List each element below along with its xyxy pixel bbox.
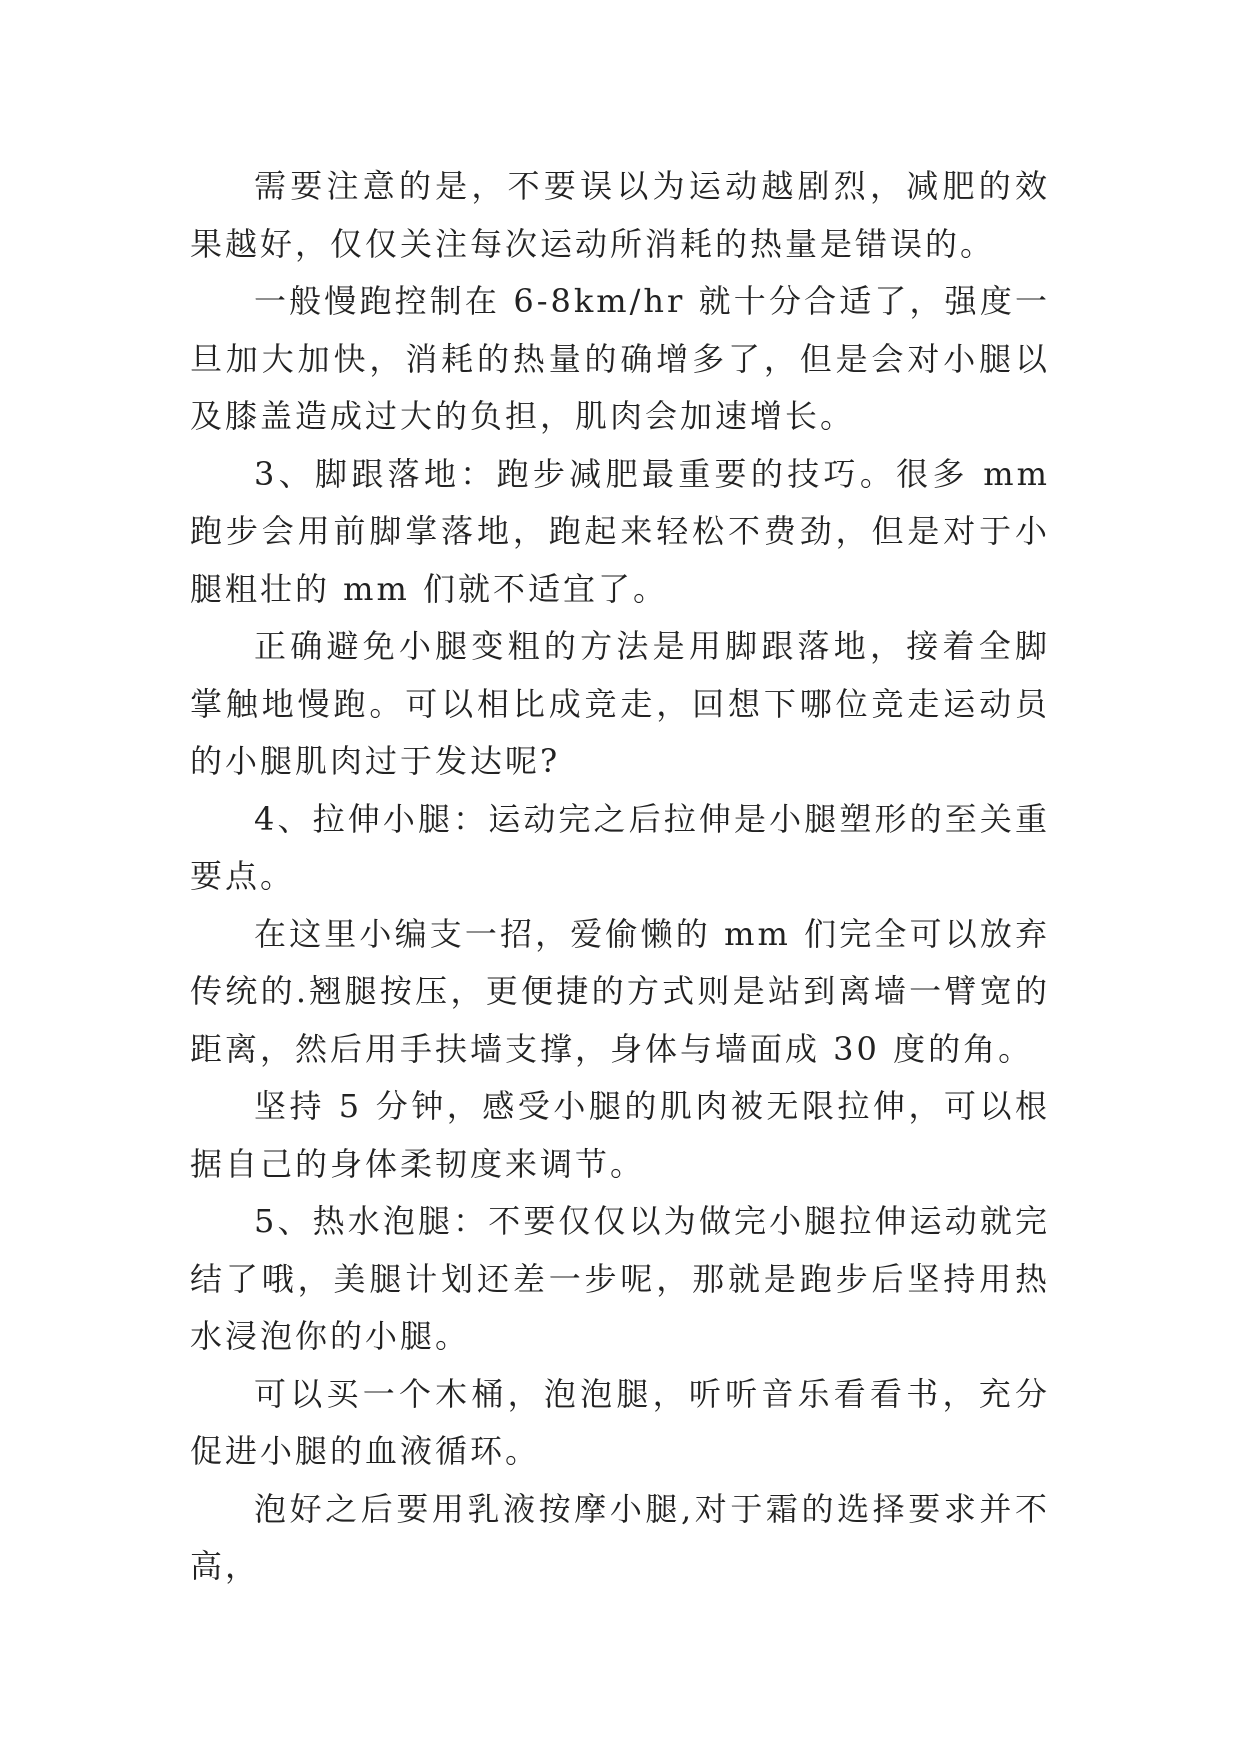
paragraph: 坚持 5 分钟，感受小腿的肌肉被无限拉伸，可以根据自己的身体柔韧度来调节。 bbox=[190, 1087, 1050, 1183]
paragraph: 需要注意的是，不要误以为运动越剧烈，减肥的效果越好，仅仅关注每次运动所消耗的热量是错误的。 bbox=[190, 167, 1050, 263]
paragraph: 4、拉伸小腿：运动完之后拉伸是小腿塑形的至关重要点。 bbox=[190, 799, 1050, 895]
paragraph: 一般慢跑控制在 6-8km/hr 就十分合适了，强度一旦加大加快，消耗的热量的确增多了，但是会对小腿以及膝盖造成过大的负担，肌肉会加速增长。 bbox=[190, 282, 1050, 435]
paragraph: 3、脚跟落地：跑步减肥最重要的技巧。很多 mm 跑步会用前脚掌落地，跑起来轻松不费劲，但是对于小腿粗壮的 mm 们就不适宜了。 bbox=[190, 454, 1050, 608]
paragraph: 可以买一个木桶，泡泡腿，听听音乐看看书，充分促进小腿的血液循环。 bbox=[190, 1374, 1050, 1470]
paragraph: 在这里小编支一招，爱偷懒的 mm 们完全可以放弃传统的.翘腿按压，更便捷的方式则是站到离墙一臂宽的距离，然后用手扶墙支撑，身体与墙面成 30 度的角。 bbox=[190, 914, 1050, 1068]
paragraph: 泡好之后要用乳液按摩小腿,对于霜的选择要求并不高， bbox=[190, 1489, 1050, 1585]
paragraph: 5、热水泡腿：不要仅仅以为做完小腿拉伸运动就完结了哦，美腿计划还差一步呢，那就是跑步后坚持用热水浸泡你的小腿。 bbox=[190, 1202, 1050, 1355]
paragraph: 正确避免小腿变粗的方法是用脚跟落地，接着全脚掌触地慢跑。可以相比成竞走，回想下哪位竞走运动员的小腿肌肉过于发达呢? bbox=[190, 627, 1050, 780]
body-text bbox=[190, 158, 1050, 1596]
